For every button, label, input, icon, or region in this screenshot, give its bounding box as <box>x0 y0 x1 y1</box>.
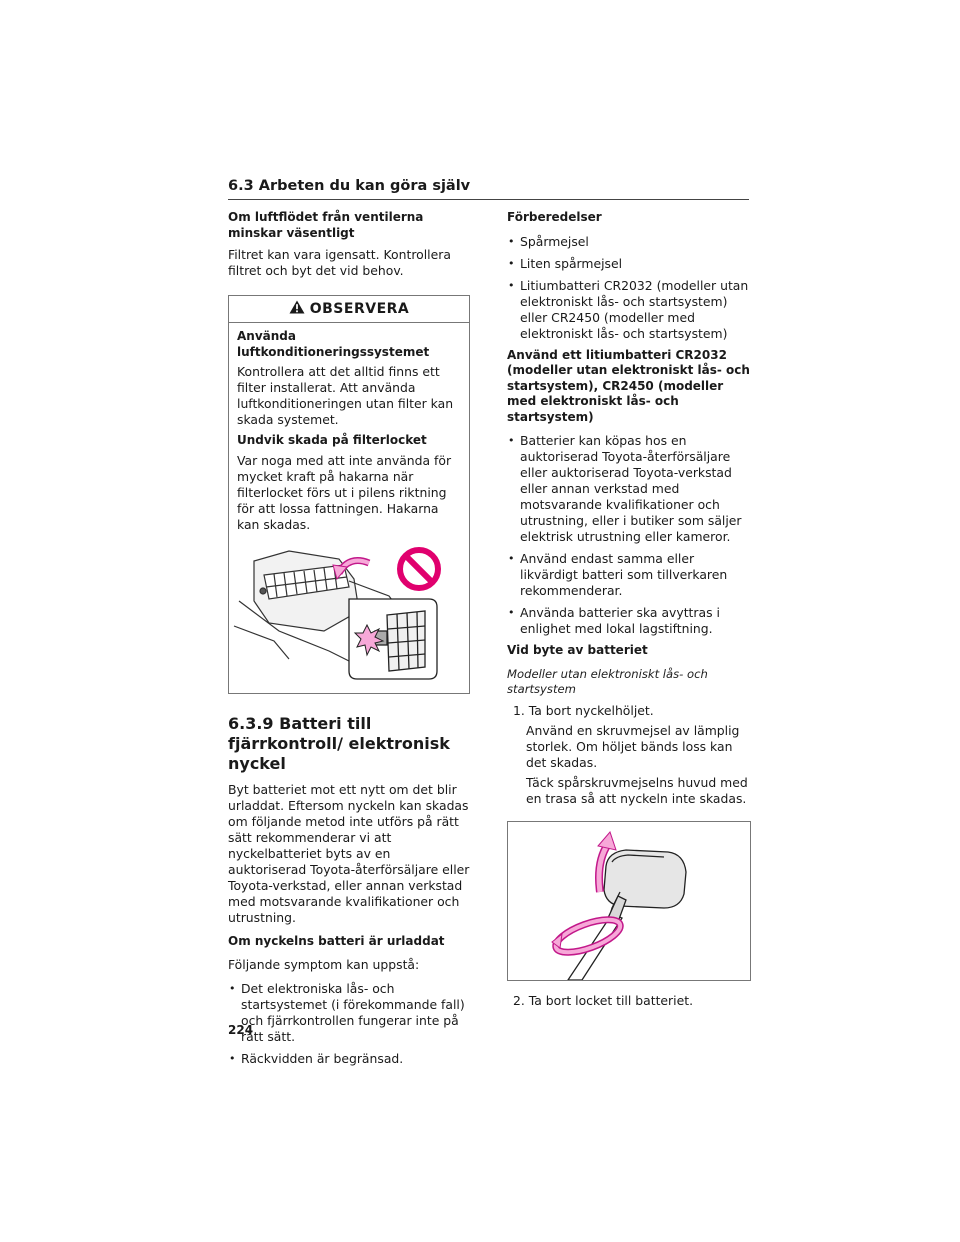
airflow-heading: Om luftflödet från ventilerna minskar väsentligt <box>228 210 424 240</box>
warning-title: OBSERVERA <box>309 301 410 317</box>
airflow-text: Filtret kan vara igensatt. Kontrollera filtret och byt det vid behov. <box>228 247 451 278</box>
warning-sub2-heading: Undvik skada på filterlocket <box>237 433 427 447</box>
page-number: 224 <box>228 1023 254 1037</box>
list-item: • Liten spårmejsel <box>507 256 751 272</box>
intro-text: Byt batteriet mot ett nytt om det blir urladdat. Eftersom nyckeln kan skadas om följande metod inte utförs på rätt sätt rekommenderar vi att nyckelbatteriet byts av en auktoriserad Toyota-återförsäljare eller Toyota-verkstad, eller annan verkstad med motsvarande kvalifikationer och utrustning. <box>228 781 470 925</box>
step-1: 1. Ta bort nyckelhöljet. <box>513 702 654 718</box>
step-2: 2. Ta bort locket till batteriet. <box>513 992 694 1008</box>
section-title: 6.3.9 Batteri till fjärrkontroll/ elektronisk nyckel <box>228 713 450 773</box>
dead-battery-heading: Om nyckelns batteri är urladdat <box>228 933 445 948</box>
key-cover-illustration <box>507 821 751 981</box>
right-column <box>507 210 751 1009</box>
warning-triangle-icon <box>289 300 305 318</box>
section-header: 6.3 Arbeten du kan göra själv <box>228 178 471 194</box>
warning-sub1-heading: Använda luftkonditioneringssystemet <box>237 329 430 359</box>
battery-list <box>507 433 751 637</box>
list-item: • Använda batterier ska avyttras i enlighet med lokal lagstiftning. <box>507 605 751 637</box>
list-item: • Räckvidden är begränsad. <box>228 1051 470 1067</box>
warning-title-bar <box>229 296 469 323</box>
list-item: • Det elektroniska lås- och startsystemet (i förekommande fall) och fjärrkontrollen fungerar inte på rätt sätt. <box>228 981 470 1045</box>
dead-battery-text: Följande symptom kan uppstå: <box>228 957 420 972</box>
warning-box <box>228 295 470 694</box>
step-1-text-b: Täck spårskruvmejselns huvud med en trasa så att nyckeln inte skadas. <box>526 774 748 806</box>
list-item: • Använd endast samma eller likvärdigt batteri som tillverkaren rekommenderar. <box>507 551 751 599</box>
replace-heading: Vid byte av batteriet <box>507 643 648 657</box>
warning-sub1-text: Kontrollera att det alltid finns ett filter installerat. Att använda luftkonditioneringen utan filter kan skada systemet. <box>237 364 454 427</box>
header-rule <box>228 199 749 200</box>
battery-heading: Använd ett litiumbatteri CR2032 (modeller utan elektroniskt lås- och startsystem), CR2450 (modeller med elektroniskt lås- och startsystem) <box>507 347 750 424</box>
left-column <box>228 210 470 1073</box>
list-item: • Batterier kan köpas hos en auktoriserad Toyota-återförsäljare eller auktoriserad Toyota-verkstad eller annan verkstad med motsvarande kvalifikationer och utrustning, eller i butiker som säljer elektrisk utrustning eller kameror. <box>507 433 751 545</box>
list-item: • Litiumbatteri CR2032 (modeller utan elektroniskt lås- och startsystem) eller CR2450 (modeller med elektroniskt lås- och startsystem) <box>507 278 751 342</box>
model-note: Modeller utan elektroniskt lås- och startsystem <box>507 666 708 696</box>
step-1-text-a: Använd en skruvmejsel av lämplig storlek. Om höljet bänds loss kan det skadas. <box>526 722 740 770</box>
symptom-list <box>228 981 470 1067</box>
prep-heading: Förberedelser <box>507 210 602 224</box>
prep-list <box>507 234 751 342</box>
list-item: • Spårmejsel <box>507 234 751 250</box>
filter-cover-illustration <box>229 541 469 683</box>
warning-sub2-text: Var noga med att inte använda för mycket kraft på hakarna när filterlocket förs ut i pilens riktning för att lossa fattningen. Hakarna kan skadas. <box>237 452 452 532</box>
